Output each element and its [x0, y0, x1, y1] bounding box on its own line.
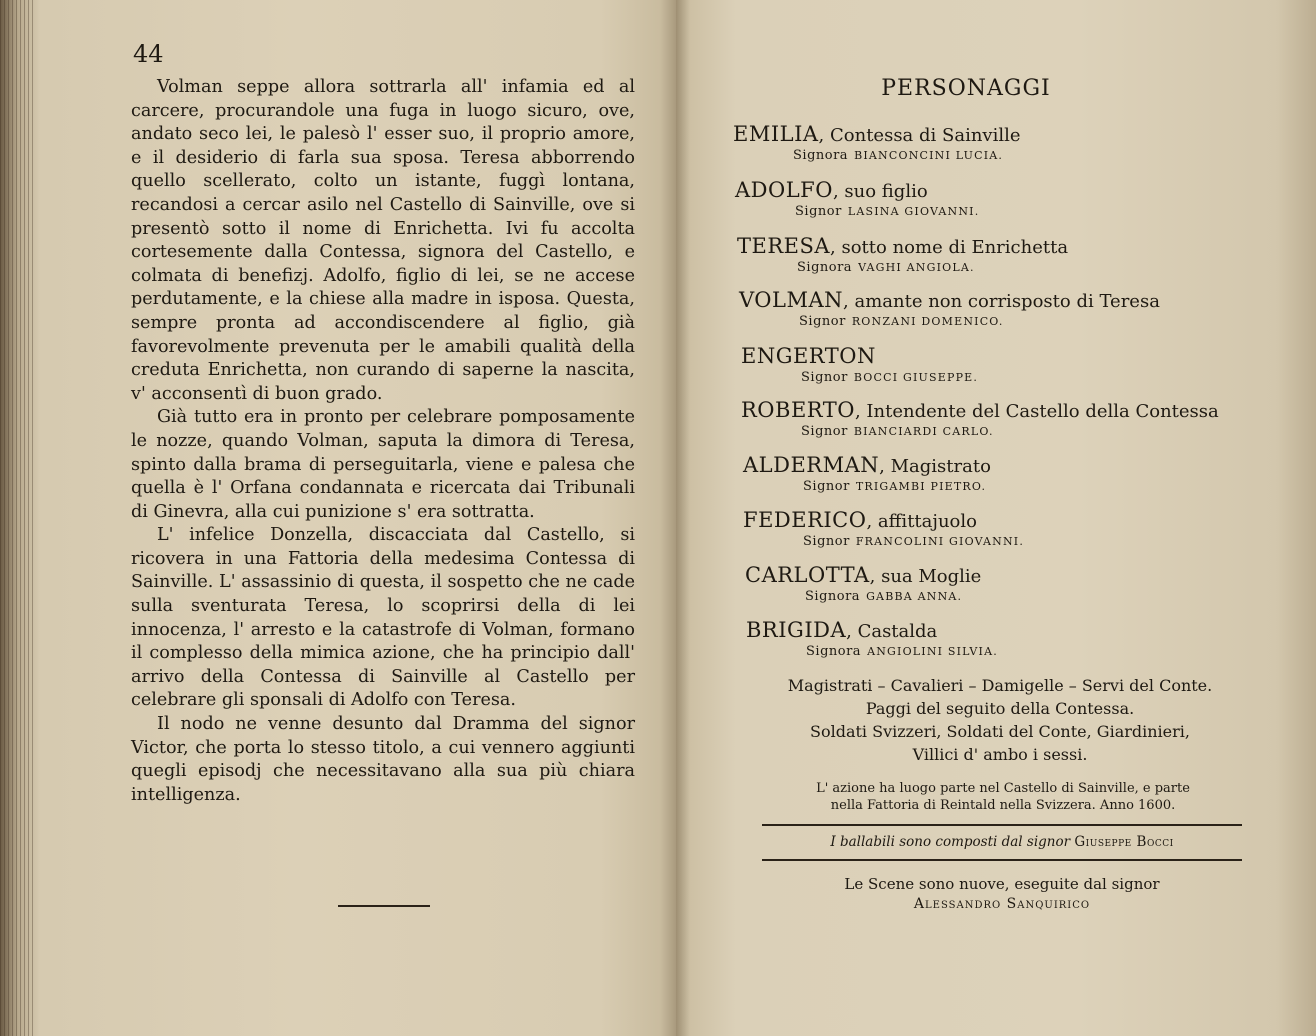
actor-name: RONZANI DOMENICO. — [851, 315, 1004, 328]
character-line — [741, 398, 1261, 422]
extras-line: Soldati Svizzeri, Soldati del Conte, Giardinieri, — [810, 722, 1190, 741]
actor-name: GABBA ANNA. — [866, 590, 963, 603]
character-role: , Magistrato — [879, 456, 991, 477]
end-rule — [338, 905, 430, 907]
character-role: , Castalda — [846, 621, 938, 642]
actor-name: BIANCIARDI CARLO. — [853, 425, 994, 438]
ballabili-credit — [762, 834, 1242, 850]
actor-title: Signor — [795, 204, 842, 219]
character-role: , sotto nome di Enrichetta — [830, 237, 1069, 258]
actor-line — [801, 424, 1261, 439]
character-line — [743, 508, 1263, 532]
character-entry — [735, 178, 1255, 219]
actor-title: Signora — [793, 148, 849, 163]
character-role: , sua Moglie — [869, 566, 982, 587]
ballabili-text: I ballabili sono composti dal signor — [830, 834, 1071, 850]
character-entry — [743, 453, 1263, 494]
actor-name: ANGIOLINI SILVIA. — [867, 645, 998, 658]
character-line — [737, 234, 1257, 258]
extras-line: Magistrati – Cavalieri – Damigelle – Servi del Conte. — [787, 676, 1213, 695]
actor-title: Signora — [797, 260, 853, 275]
actor-title: Signor — [801, 370, 848, 385]
character-name: CARLOTTA — [745, 563, 870, 587]
paragraph: Il nodo ne venne desunto dal Dramma del signor Victor, che porta lo stesso titolo, a cui vennero aggiunti quegli episodj che necessitavano alla sua più chiara intelligenza. — [131, 714, 635, 805]
character-line — [739, 288, 1259, 312]
actor-line — [799, 314, 1259, 329]
character-entry — [743, 508, 1263, 549]
character-name: ADOLFO — [735, 178, 833, 202]
actor-name: BOCCI GIUSEPPE. — [853, 371, 979, 384]
scene-author: Alessandro Sanquirico — [913, 896, 1091, 912]
character-name: ENGERTON — [741, 344, 876, 368]
ballabili-author: Giuseppe Bocci — [1074, 834, 1174, 850]
page-number: 44 — [133, 40, 164, 68]
scene-text: Le Scene sono nuove, eseguite dal signor — [844, 875, 1160, 893]
actor-title: Signor — [799, 314, 846, 329]
character-role: , suo figlio — [832, 181, 928, 202]
character-line — [745, 563, 1265, 587]
actor-name: BIANCONCINI LUCIA. — [854, 149, 1004, 162]
actor-line — [805, 589, 1265, 604]
top-rule — [762, 824, 1242, 826]
setting-line: L' azione ha luogo parte nel Castello di Sainville, e parte — [816, 781, 1190, 796]
bottom-rule — [762, 859, 1242, 861]
character-name: ROBERTO — [741, 398, 855, 422]
character-entry — [745, 563, 1265, 604]
character-line — [746, 618, 1266, 642]
actor-line — [803, 479, 1263, 494]
actor-line — [806, 644, 1266, 659]
setting-line: nella Fattoria di Reintald nella Svizzera. Anno 1600. — [830, 798, 1176, 813]
character-entry — [741, 344, 1261, 385]
character-line — [733, 122, 1253, 146]
character-name: VOLMAN — [739, 288, 844, 312]
actor-title: Signor — [803, 479, 850, 494]
character-entry — [741, 398, 1261, 439]
paragraph: L' infelice Donzella, discacciata dal Castello, si ricovera in una Fattoria della medesima Contessa di Sainville. L' assassinio di questa, il sospetto che ne cade sulla sventurata Teresa, lo scoprirsi della di lei innocenza, l' arresto e la catastrofe di Volman, formano il complesso della mimica azione, che ha principio dall' arrivo della Contessa di Sainville al Castello per celebrare gli sponsali di Adolfo con Teresa. — [131, 525, 635, 711]
extras-line: Villici d' ambo i sessi. — [912, 745, 1088, 764]
page-edges — [0, 0, 34, 1036]
character-line — [743, 453, 1263, 477]
actor-line — [793, 148, 1253, 163]
setting-note — [768, 780, 1238, 814]
actor-title: Signora — [806, 644, 862, 659]
extras-list — [755, 674, 1245, 766]
character-role: , Intendente del Castello della Contessa — [854, 401, 1219, 422]
character-name: TERESA — [737, 234, 831, 258]
actor-name: LASINA GIOVANNI. — [847, 205, 980, 218]
scene-credit — [762, 874, 1242, 914]
actor-title: Signor — [801, 424, 848, 439]
character-line — [741, 344, 1261, 368]
character-entry — [737, 234, 1257, 275]
actor-name: FRANCOLINI GIOVANNI. — [855, 535, 1025, 548]
actor-line — [803, 534, 1263, 549]
character-role: , Contessa di Sainville — [818, 125, 1021, 146]
character-role: , affittajuolo — [866, 511, 977, 532]
character-role: , amante non corrisposto di Teresa — [843, 291, 1160, 312]
actor-name: VAGHI ANGIOLA. — [858, 261, 975, 274]
paragraph: Volman seppe allora sottrarla all' infamia ed al carcere, procurandole una fuga in luogo sicuro, ove, andato seco lei, le palesò l' esser suo, il proprio amore, e il desiderio di farla sua sposa. Teresa abborrendo quello scellerato, colto un istante, fuggì lontana, recandosi a cercar asilo nel Castello di Sainville, ove si presentò sotto il nome di Enrichetta. Ivi fu accolta cortesemente dalla Contessa, signora del Castello, e colmata di benefizj. Adolfo, figlio di lei, se ne accese perdutamente, e la chiese alla madre in isposa. Questa, sempre pronta ad accondiscendere al figlio, già favorevolmente prevenuta per le amabili qualità della creduta Enrichetta, non curando di saperne la nascita, v' acconsentì di buon grado. — [131, 77, 635, 404]
actor-name: TRIGAMBI PIETRO. — [855, 480, 987, 493]
character-name: ALDERMAN — [743, 453, 880, 477]
page-heading: PERSONAGGI — [881, 76, 1051, 101]
extras-line: Paggi del seguito della Contessa. — [865, 699, 1135, 718]
actor-line — [795, 204, 1255, 219]
actor-line — [801, 370, 1261, 385]
character-line — [735, 178, 1255, 202]
actor-title: Signora — [805, 589, 861, 604]
left-page-text — [131, 76, 635, 807]
paragraph: Già tutto era in pronto per celebrare pomposamente le nozze, quando Volman, saputa la dimora di Teresa, spinto dalla brama di perseguitarla, viene e palesa che quella è l' Orfana condannata e ricercata dai Tribunali di Ginevra, alla cui punizione s' era sottratta. — [131, 407, 635, 522]
character-entry — [733, 122, 1253, 163]
character-entry — [739, 288, 1259, 329]
actor-title: Signor — [803, 534, 850, 549]
character-name: FEDERICO — [743, 508, 867, 532]
actor-line — [797, 260, 1257, 275]
character-name: EMILIA — [733, 122, 819, 146]
character-entry — [746, 618, 1266, 659]
character-name: BRIGIDA — [746, 618, 847, 642]
